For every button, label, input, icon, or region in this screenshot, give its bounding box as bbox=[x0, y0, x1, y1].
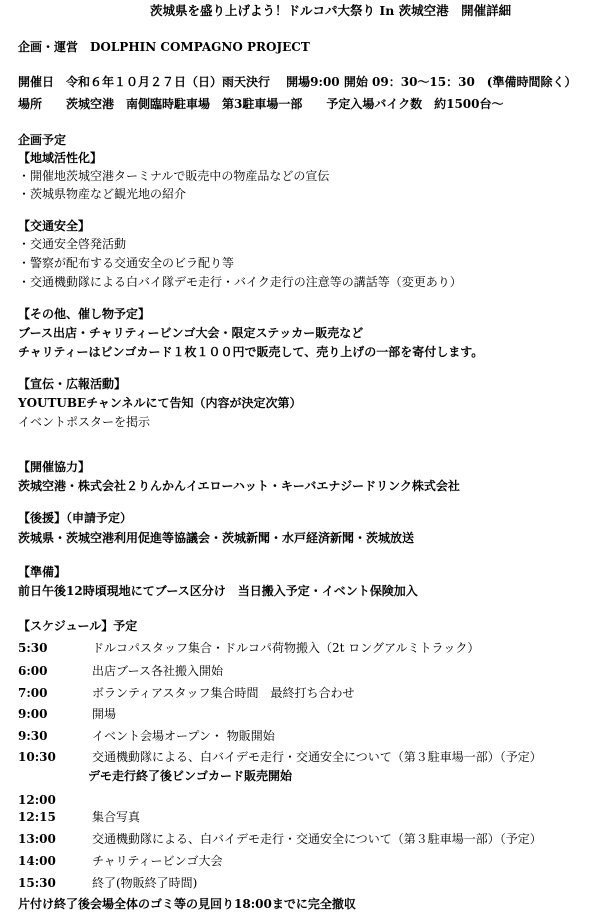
schedule-time: 5:30 bbox=[18, 641, 48, 655]
other-item: チャリティーはビンゴカード１枚１００円で販売して、売り上げの一部を寄付します。 bbox=[18, 345, 484, 359]
schedule-description: 交通機動隊による、白バイデモ走行・交通安全について（第３駐車場一部）（予定） bbox=[92, 750, 542, 764]
schedule-time: 14:00 bbox=[18, 854, 56, 868]
prep-heading: 【準備】 bbox=[18, 565, 67, 579]
regional-heading: 【地域活性化】 bbox=[18, 151, 103, 165]
regional-item: ・開催地茨城空港ターミナルで販売中の物産品などの宣伝 bbox=[18, 169, 330, 183]
traffic-item: ・交通安全啓発活動 bbox=[18, 237, 127, 251]
cooperation-heading: 【開催協力】 bbox=[18, 460, 91, 474]
schedule-time: 15:30 bbox=[18, 876, 56, 890]
schedule-time: 12:00 bbox=[18, 793, 56, 807]
traffic-heading: 【交通安全】 bbox=[18, 219, 91, 233]
schedule-heading: 【スケジュール】予定 bbox=[18, 619, 138, 633]
regional-item: ・茨城県物産など観光地の紹介 bbox=[18, 187, 187, 201]
schedule-footer: 片付け終了後会場全体のゴミ等の見回り18:00までに完全撤収 bbox=[18, 897, 356, 911]
place-line: 場所 茨城空港 南側臨時駐車場 第3駐車場一部 予定入場バイク数 約1500台〜 bbox=[18, 97, 504, 111]
date-line: 開催日 令和６年１０月２７日（日）雨天決行 開場9:00 開始 09：30〜15：30 (準備時間除く） bbox=[18, 75, 577, 89]
support-text: 茨城県・茨城空港利用促進等協議会・茨城新聞・水戸経済新聞・茨城放送 bbox=[18, 531, 415, 545]
schedule-description: ボランティアスタッフ集合時間 最終打ち合わせ bbox=[92, 686, 355, 700]
schedule-time: 6:00 bbox=[18, 664, 48, 678]
schedule-description: デモ走行終了後ビンゴカード販売開始 bbox=[88, 769, 293, 783]
schedule-time: 10:30 bbox=[18, 750, 56, 764]
pr-item: イベントポスターを掲示 bbox=[18, 415, 151, 429]
schedule-description: イベント会場オープン・ 物販開始 bbox=[92, 729, 275, 743]
prep-text: 前日午後12時頃現地にてブース区分け 当日搬入予定・イベント保険加入 bbox=[18, 584, 418, 598]
schedule-description: チャリティービンゴ大会 bbox=[92, 854, 223, 868]
traffic-item: ・交通機動隊による白バイ隊デモ走行・バイク走行の注意等の講話等（変更あり） bbox=[18, 275, 462, 289]
schedule-time: 13:00 bbox=[18, 832, 56, 846]
traffic-item: ・警察が配布する交通安全のビラ配り等 bbox=[18, 256, 235, 270]
plan-heading: 企画予定 bbox=[18, 133, 67, 147]
schedule-time: 12:15 bbox=[18, 810, 56, 824]
support-heading: 【後援】（申請予定） bbox=[18, 511, 133, 525]
schedule-description: 出店ブース各社搬入開始 bbox=[92, 664, 224, 678]
schedule-time: 9:00 bbox=[18, 707, 48, 721]
pr-item: YOUTUBEチャンネルにて告知（内容が決定次第） bbox=[18, 396, 302, 410]
schedule-time: 7:00 bbox=[18, 686, 48, 700]
schedule-description: 交通機動隊による、白バイデモ走行・交通安全について（第３駐車場一部）（予定） bbox=[92, 832, 542, 846]
organizer-line: 企画・運営 DOLPHIN COMPAGNO PROJECT bbox=[18, 40, 310, 54]
schedule-description: 集合写真 bbox=[92, 810, 141, 824]
other-item: ブース出店・チャリティービンゴ大会・限定ステッカー販売など bbox=[18, 326, 364, 340]
cooperation-text: 茨城空港・株式会社２りんかんイエローハット・キーバエナジードリンク株式会社 bbox=[18, 479, 460, 493]
pr-heading: 【宣伝・広報活動】 bbox=[18, 377, 127, 391]
schedule-description: 終了(物販終了時間) bbox=[92, 876, 198, 890]
other-heading: 【その他、催し物予定】 bbox=[18, 307, 151, 321]
document-title: 茨城県を盛り上げよう！ドルコパ大祭り In 茨城空港 開催詳細 bbox=[150, 3, 512, 18]
schedule-description: ドルコパスタッフ集合・ドルコパ荷物搬入（2t ロングアルミトラック） bbox=[92, 641, 480, 655]
schedule-time: 9:30 bbox=[18, 729, 48, 743]
schedule-description: 開場 bbox=[92, 707, 117, 721]
